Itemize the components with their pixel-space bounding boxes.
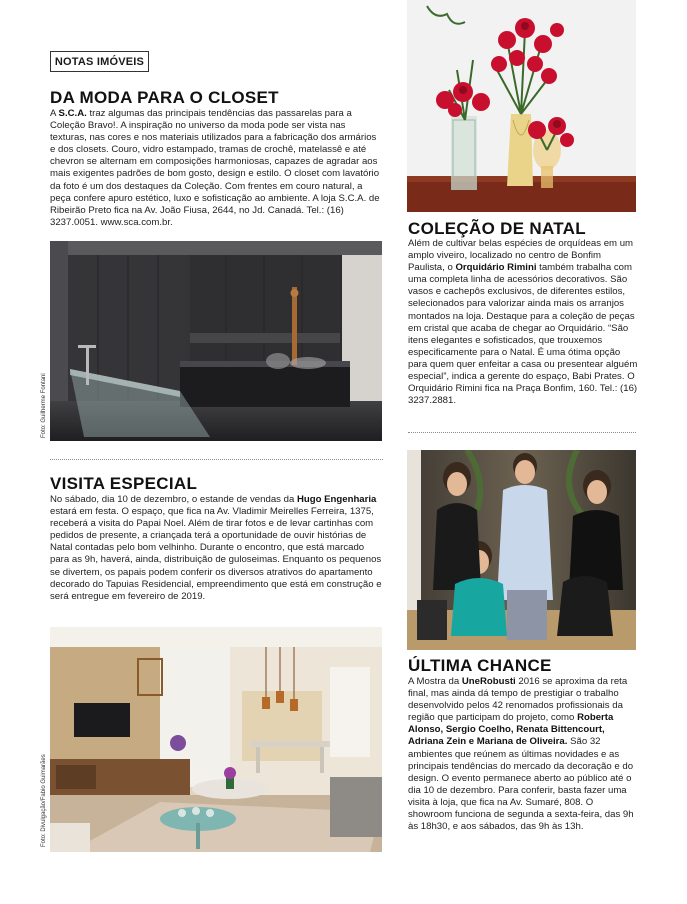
article-title-natal: COLEÇÃO DE NATAL [408,219,586,238]
photo-credit-closet: Foto: Guilherme Fontani [41,373,47,438]
article-title-visita: VISITA ESPECIAL [50,474,198,493]
text-run: Além de cultivar belas espécies de orquídeas em um amplo viveiro, localizado no centro de Bonfim Paulista, o [408,238,634,274]
bold-run: UneRobusti [461,676,516,687]
article-body-chance [408,676,640,833]
bold-run: Roberta Alonso, Sergio Coelho, Renata Bittencourt, Adriana Zein e Mariana de Oliveira. [408,712,614,748]
text-run: também trabalha com uma completa linha de acessórios decorativos. São vasos e cachepôs exclusivos, de diferentes estilos, selecionados para valorizar ainda mais os arranjos montados na loja. Destaque para a coleção de peças em cristal que acaba de chegar ao Orquidário. “São itens elegantes e sofisticados, que trouxemos especificamente para o Natal. É uma ótima opção para quem quer enfeitar a casa ou presentear alguém especial”, indica a gerente do espaço, Babi Prates. O Orquidário Rimini fica na Praça Bonfim, 160. Tel.: (16) 3237.2881. [408,262,638,407]
photo-credit-visita: Foto: Divulgação/Fabio Guimarães [41,754,47,847]
roses-photo [407,0,636,212]
text-run: A Mostra da [408,676,462,687]
text-run: São 32 ambientes que reúnem as últimas novidades e as principais tendências do mercado da decoração e do design. O evento permanece aberto ao público até o dia 10 de dezembro. Para conferir, basta fazer uma visita à loja, que fica na Av. Sumaré, 808. O showroom funciona de segunda a sexta-feira, das 9h às 18h30, e aos sábados, das 9h às 13h. [408,736,634,833]
article-title-chance: ÚLTIMA CHANCE [408,656,552,675]
article-body-natal [408,238,640,407]
text-run: 2016 se aproxima da reta final, mas ainda dá tempo de prestigiar o trabalho desenvolvido pelos 42 renomados profissionais da região que participam do projeto, como [408,676,628,724]
text-run: No sábado, dia 10 de dezembro, o estande de vendas da [50,494,297,505]
apartment-photo [50,627,382,852]
section-tag: NOTAS IMÓVEIS [50,51,149,72]
article-body-visita [50,494,384,603]
closet-photo [50,241,382,441]
team-photo [407,450,636,650]
text-run: A [50,108,59,119]
bold-run: Orquidário Rimini [455,262,537,274]
article-body-closet [50,108,384,229]
article-title-closet: DA MODA PARA O CLOSET [50,88,279,107]
text-run: traz algumas das principais tendências das passarelas para a Coleção Bravo!. A inspiração no universo da moda pode ser vista nas texturas, nas cores e nos materiais utilizados para a fabricação dos armários e dos closets. Couro, vidro estampado, tramas de crochê, matelassê e até chevron se alternam em composições harmoniosas, capazes de agradar aos mais exigentes padrões de bom gosto, design e estilo. O closet com lavatório da foto é um dos destaques da Coleção. Com frentes em couro natural, a peça confere apuro estético, luxo e sofisticação ao ambiente. A loja S.C.A. de Ribeirão Preto fica na Av. João Fiusa, 2644, no Jd. Canadá. Tel.: (16) 3237.0051. www.sca.com.br. [50,108,380,228]
divider-left [50,459,383,460]
bold-run: Hugo Engenharia [296,494,377,505]
divider-right [408,432,636,433]
text-run: estará em festa. O espaço, que fica na Av. Vladimir Meirelles Ferreira, 1375, receberá a visita do Papai Noel. Além de tirar fotos e de levar cartinhas com pedidos de presente, a criançada terá a oportunidade de ouvir histórias de Natal contadas pelo bom velhinho. Durante o encontro, que está marcado para as 9h, haverá, ainda, distribuição de guloseimas. Enquanto os pequenos se divertem, os papais podem conferir os diversos atrativos do apartamento decorado do Tapuias Residencial, empreendimento que está em construção e será entregue em fevereiro de 2019. [50,506,382,602]
bold-run: S.C.A. [58,108,87,119]
